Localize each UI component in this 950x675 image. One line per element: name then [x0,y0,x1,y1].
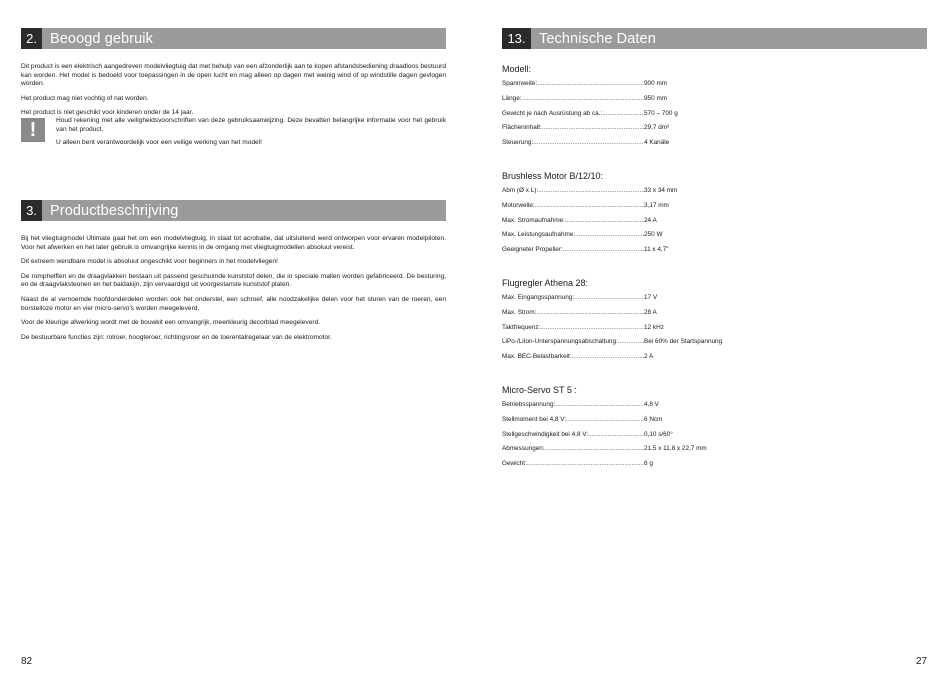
spec-value: 6 Ncm [644,415,663,423]
spec-value: 4,8 V [644,401,659,408]
spec-label: Taktfrequenz: [502,323,541,331]
spec-value: 2 A [644,353,654,361]
spec-group-micro-servo [502,385,922,475]
spec-row [502,309,922,324]
spec-value: 33 x 34 mm [644,187,678,194]
spec-label: Flächeninhalt: [502,124,542,132]
section-number: 2. [21,28,42,49]
section-title: Beoogd gebruik [50,30,153,47]
spec-label: Abm (Ø x L): [502,187,539,194]
section-header-productbeschrijving [21,200,446,221]
spec-value: 950 mm [644,94,668,102]
spec-row [502,460,922,475]
spec-value: 0,10 s/60° [644,430,673,438]
note-paragraph: U alleen bent verantwoordelijk voor een veilige werking van het model! [56,139,262,147]
spec-heading: Modell: [502,64,532,74]
spec-row [502,324,922,339]
spec-row [502,139,922,154]
spec-label: Betriebsspannung: [502,401,556,408]
spec-row [502,416,922,431]
paragraph: Bij het vliegtuigmodel Ultimate gaat het om een modelvliegtuig, in staat tot acrobatie, dat uitsluitend werd ontworpen voor ervaren modelpiloten. Voor het afwerken en het later gebruik is omvangrijke kennis in de omgang met vliegtuigmodellen absoluut vereist. [21,235,446,251]
paragraph: Voor de kleurige afwerking wordt met de bouwkit een omvangrijk, meerkleurig decorblad meegeleverd. [21,319,321,327]
paragraph: Het product mag niet vochtig of nat worden. [21,94,149,102]
spec-row [502,217,922,232]
spec-row [502,431,922,446]
section-body-productbeschrijving [21,235,446,348]
section-title: Productbeschrijving [50,202,179,219]
spec-label: Spannweite: [502,80,538,87]
spec-row [502,353,922,368]
spec-row [502,202,922,217]
paragraph: Dit extreem wendbare model is absoluut ongeschikt voor beginners in het modelvliegen! [21,258,278,266]
section-title: Technische Daten [539,30,656,47]
spec-value: 570 – 700 g [644,109,678,117]
spec-row [502,445,922,460]
spec-row [502,401,922,416]
page-number-left: 82 [21,656,33,667]
spec-value: 900 mm [644,80,668,87]
spec-label: LiPo-/LiIon-Unterspannungsabschaltung: [502,338,618,346]
spec-label: Geeigneter Propeller: [502,246,563,254]
spec-label: Länge: [502,94,522,102]
spec-heading: Brushless Motor B/12/10: [502,171,604,181]
spec-label: Gewicht: [502,460,527,468]
spec-row [502,110,922,125]
spec-value: Bei 60% der Startspannung [644,338,723,346]
spec-value: 4 Kanäle [644,139,670,147]
spec-value: 24 A [644,216,657,224]
spec-value: 17 V [644,294,658,301]
note-paragraph: Houd rekening met alle veiligheidsvoorschriften van deze gebruiksaanwijzing. Deze bevatten belangrijke informatie voor het gebruik van het product. [56,117,446,133]
spec-label: Max. Stromaufnahme: [502,216,565,224]
section-number: 13. [502,28,531,49]
section-header-beoogd-gebruik [21,28,446,49]
section-body-beoogd-gebruik [21,63,446,124]
spec-label: Steuerung: [502,139,534,147]
spec-value: 28 A [644,308,657,316]
note-text [56,117,446,153]
page-number-right: 27 [916,656,928,667]
spec-row [502,231,922,246]
spec-label: Max. Eingangsspannung: [502,294,575,301]
spec-label: Gewicht je nach Ausrüstung ab ca.: [502,109,603,117]
spec-value: 250 W [644,231,663,239]
exclamation-icon: ! [21,118,45,142]
spec-label: Max. BEC-Belastbarkeit: [502,353,572,361]
section-header-technische-daten [502,28,927,49]
spec-group-flugregler [502,278,922,368]
spec-label: Max. Strom: [502,308,537,316]
spec-heading: Flugregler Athena 28: [502,278,589,288]
spec-value: 29,7 dm² [644,124,670,132]
spec-row [502,80,922,95]
paragraph: Dit product is een elektrisch aangedreven modelvliegtuig dat met behulp van een afzonderlijk aan te kopen afstandsbediening draadloos bestuurd kan worden. Het model is bedoeld voor toepassingen in de open lucht en mag alleen op dagen met weinig wind of op windstille dagen gevlogen worden. [21,63,446,88]
spec-value: 12 kHz [644,323,664,331]
spec-row [502,95,922,110]
spec-row [502,187,922,202]
spec-row [502,294,922,309]
spec-row [502,124,922,139]
spec-label: Abmessungen: [502,445,545,453]
spec-label: Motorwelle: [502,201,535,209]
spec-value: 3,17 mm [644,201,669,209]
spec-value: 11 x 4,7" [644,246,669,254]
spec-label: Stellmoment bei 4,8 V: [502,415,567,423]
spec-row [502,338,922,353]
spec-value: 6 g [644,460,653,468]
spec-group-modell [502,64,922,154]
spec-heading: Micro-Servo ST 5 : [502,385,577,395]
spec-label: Max. Leistungsaufnahme: [502,231,576,239]
paragraph: De romphelften en de draagvlakken bestaan uit passend geschuimde kunststof delen, die in speciale mallen worden gefabriceerd. De besturing, en de draagvlaksteunen en het baldakijn, zijn vervaardigd uit voorgestanste kunststof platen. [21,272,446,289]
section-number: 3. [21,200,42,221]
paragraph: De bestuurbare functies zijn: rolroer, hoogteroer, richtingsroer en de toerentalregelaar van de elektromotor. [21,333,332,341]
spec-row [502,246,922,261]
spec-value: 21,5 x 11,8 x 22,7 mm [644,445,707,453]
spec-label: Stellgeschwindigkeit bei 4,8 V: [502,430,589,438]
paragraph: Naast de al vernoemde hoofdonderdelen worden ook het onderstel, een schroef, alle noodzakelijke delen voor het sturen van de roeren, een borstelloze motor en vier micro-servo's worden meegeleverd. [21,295,446,312]
spec-group-brushless-motor [502,171,922,261]
paragraph: Het product is niet geschikt voor kinderen onder de 14 jaar. [21,109,194,117]
